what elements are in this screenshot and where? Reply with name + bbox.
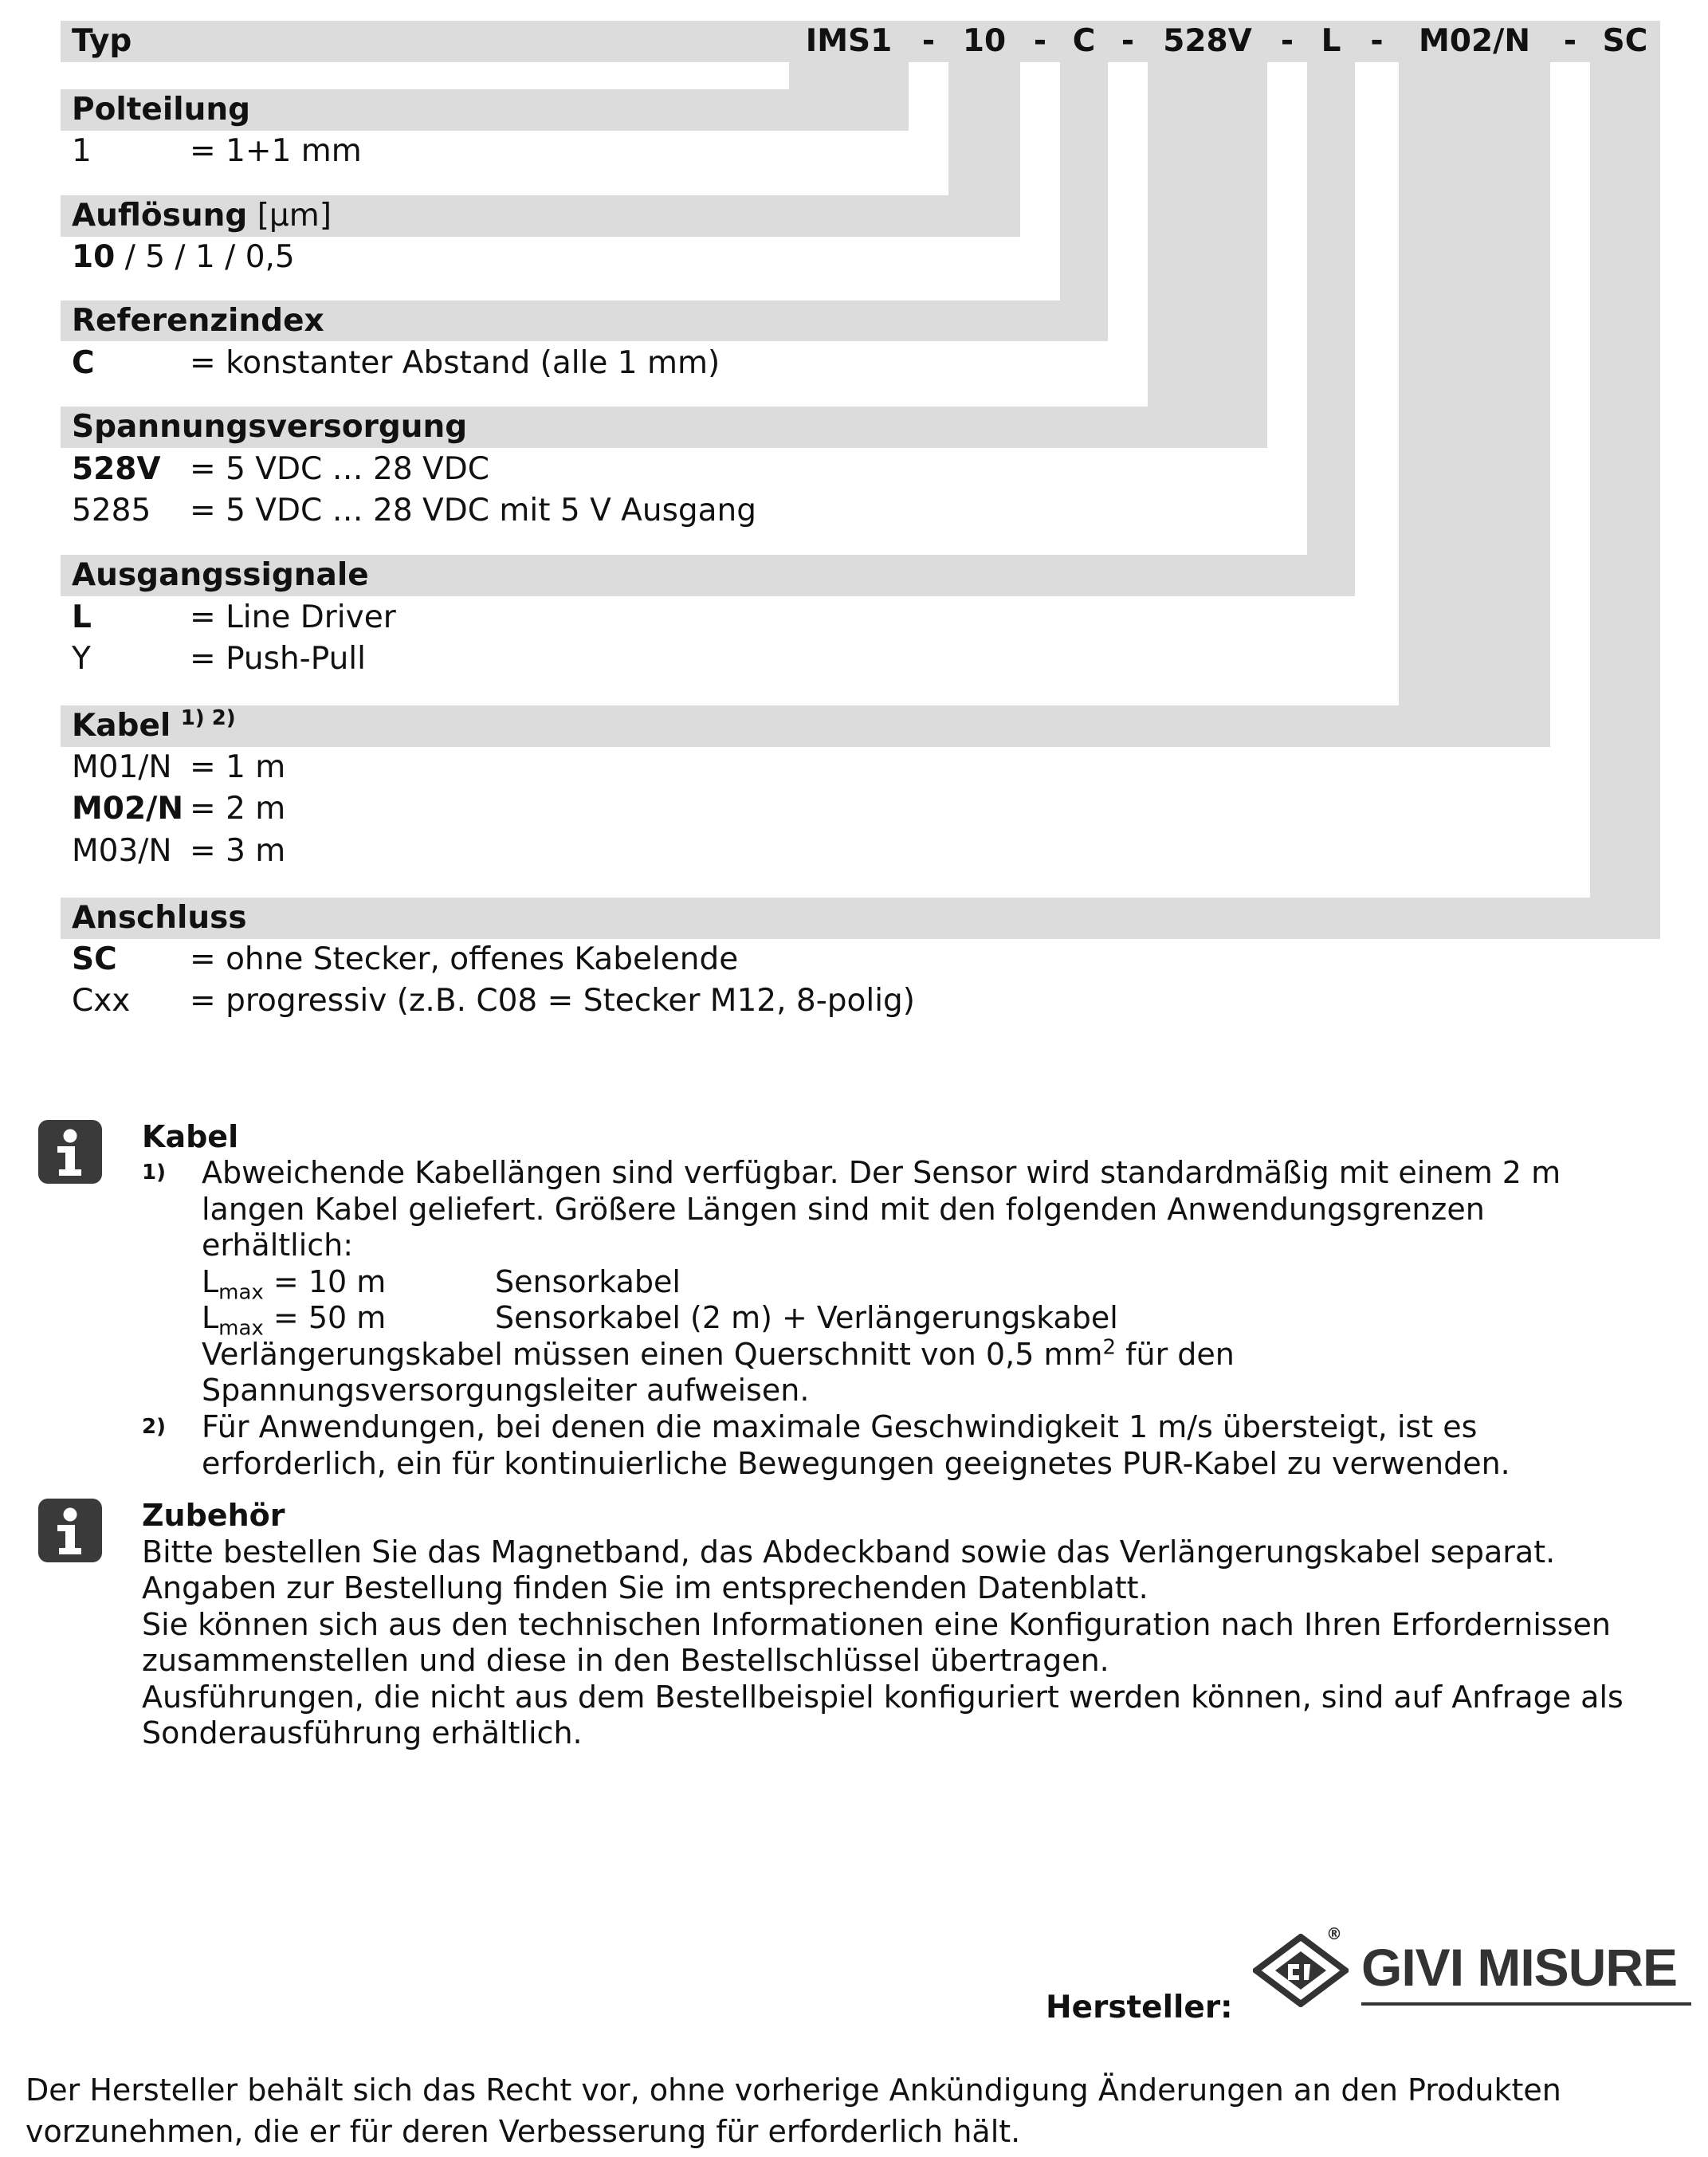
note-line: zusammenstellen und diese in den Bestellschlüssel übertragen. — [142, 1643, 1109, 1678]
code-segment-output: L — [1321, 23, 1341, 59]
note-line: Ausführungen, die nicht aus dem Bestellbeispiel konfiguriert werden können, sind auf Anfrage als — [142, 1679, 1624, 1715]
footnote-line: Spannungsversorgungsleiter aufweisen. — [202, 1373, 810, 1408]
option-code: M02/N — [72, 791, 183, 827]
section-title-aufloesung — [72, 195, 332, 237]
code-dash: - — [1280, 23, 1294, 59]
footer-line: Der Hersteller behält sich das Recht vor, ohne vorherige Ankündigung Änderungen an den Produkten — [26, 2073, 1561, 2108]
lmax-desc: Sensorkabel — [495, 1263, 681, 1299]
option-desc: = 3 m — [190, 833, 286, 869]
lmax-value: = 50 m — [263, 1300, 387, 1335]
superscript: 2 — [1102, 1334, 1117, 1359]
option-code: M03/N — [72, 833, 172, 869]
lmax-desc: Sensorkabel (2 m) + Verlängerungskabel — [495, 1300, 1118, 1335]
section-unit: [µm] — [257, 198, 332, 234]
section-title-spannung: Spannungsversorgung — [72, 409, 468, 445]
footnote-2 — [202, 1409, 1652, 1482]
connector-referenz — [1060, 62, 1108, 341]
note-line: Sonderausführung erhältlich. — [142, 1715, 583, 1750]
section-title-text: Kabel — [72, 708, 171, 744]
footnote-mark: 1) — [142, 1161, 166, 1185]
note-kabel — [142, 1119, 1656, 1156]
code-segment-voltage: 528V — [1163, 23, 1252, 59]
lmax-row — [202, 1300, 1652, 1341]
givi-misure-logo — [1253, 1924, 1693, 2014]
option-code: 528V — [72, 451, 161, 487]
code-segment-ims1: IMS1 — [805, 23, 893, 59]
code-segment-reference: C — [1072, 23, 1096, 59]
resolution-options — [72, 237, 295, 278]
footnote-line: langen Kabel geliefert. Größere Längen sind mit den folgenden Anwendungsgrenzen — [202, 1191, 1485, 1227]
resolution-default: 10 — [72, 239, 116, 275]
note-title: Zubehör — [142, 1498, 285, 1533]
section-title-ausgang: Ausgangssignale — [72, 557, 369, 593]
code-dash: - — [1033, 23, 1047, 59]
lmax-subscript: max — [218, 1316, 264, 1341]
footer-line: vorzunehmen, die er für deren Verbesserung für erforderlich hält. — [26, 2114, 1021, 2149]
note-line: Bitte bestellen Sie das Magnetband, das Abdeckband sowie das Verlängerungskabel separat. — [142, 1534, 1556, 1570]
logo-text: GIVI MISURE — [1361, 1938, 1678, 1997]
section-title-polteilung: Polteilung — [72, 92, 251, 128]
option-desc: = progressiv (z.B. C08 = Stecker M12, 8-polig) — [190, 983, 916, 1019]
code-dash: - — [1121, 23, 1135, 59]
lmax-symbol: L — [202, 1300, 219, 1335]
footnote-mark: 2) — [142, 1415, 166, 1439]
connector-spannung — [1148, 62, 1267, 448]
footnote-1 — [202, 1155, 1652, 1409]
footnote-line: erforderlich, ein für kontinuierliche Bewegungen geeignetes PUR-Kabel zu verwenden. — [202, 1445, 1510, 1481]
option-desc: = Line Driver — [190, 599, 396, 635]
manufacturer-label: Hersteller: — [1046, 1990, 1233, 2025]
option-desc: = 1 m — [190, 749, 286, 785]
section-title-kabel — [72, 705, 236, 747]
option-code: 5285 — [72, 493, 151, 528]
section-title-anschluss: Anschluss — [72, 900, 247, 936]
info-icon — [38, 1499, 102, 1562]
footnote-line: erhältlich: — [202, 1228, 354, 1263]
option-code: L — [72, 599, 92, 635]
footnote-1-mark — [142, 1155, 166, 1192]
note-title: Kabel — [142, 1119, 239, 1154]
note-line: Sie können sich aus den technischen Informationen eine Konfiguration nach Ihren Erfordernissen — [142, 1606, 1611, 1642]
footnote-line: Abweichende Kabellängen sind verfügbar. Der Sensor wird standardmäßig mit einem 2 m — [202, 1155, 1561, 1190]
footnote-refs: 1) 2) — [180, 706, 236, 730]
option-code: SC — [72, 941, 117, 977]
lmax-symbol: L — [202, 1263, 219, 1299]
section-title-referenzindex: Referenzindex — [72, 303, 324, 339]
code-segment-connector: SC — [1602, 23, 1648, 59]
option-desc: = 1+1 mm — [190, 133, 362, 169]
logo-diamond-icon — [1253, 1934, 1349, 2007]
connector-ausgang — [1307, 62, 1355, 596]
connector-anschluss — [1590, 62, 1660, 939]
typ-label: Typ — [72, 23, 132, 59]
band-kabel — [61, 705, 1550, 747]
lmax-row — [202, 1263, 1652, 1305]
note-line: Angaben zur Bestellung finden Sie im entsprechenden Datenblatt. — [142, 1570, 1148, 1605]
option-code: 1 — [72, 133, 92, 169]
footnote-text: für den — [1116, 1336, 1235, 1372]
code-dash: - — [1563, 23, 1577, 59]
section-title-text: Auflösung — [72, 198, 248, 234]
code-segment-resolution: 10 — [962, 23, 1007, 59]
code-segment-cable: M02/N — [1419, 23, 1530, 59]
option-desc: = 5 VDC … 28 VDC — [190, 451, 489, 487]
option-code: M01/N — [72, 749, 172, 785]
option-desc: = 5 VDC … 28 VDC mit 5 V Ausgang — [190, 493, 757, 528]
option-code: Y — [72, 641, 91, 677]
footnote-text: Verlängerungskabel müssen einen Querschnitt von 0,5 mm — [202, 1336, 1103, 1372]
lmax-subscript: max — [218, 1280, 264, 1305]
option-desc: = 2 m — [190, 791, 286, 827]
note-zubehoer — [142, 1498, 1688, 1752]
logo-underline — [1361, 2002, 1691, 2006]
option-code: Cxx — [72, 983, 131, 1019]
option-desc: = ohne Stecker, offenes Kabelende — [190, 941, 739, 977]
footer-disclaimer — [26, 2069, 1691, 2152]
code-dash: - — [921, 23, 936, 59]
logo-registered-mark: ® — [1326, 1924, 1342, 1943]
code-dash: - — [1370, 23, 1384, 59]
band-anschluss — [61, 898, 1660, 939]
footnote-line: Für Anwendungen, bei denen die maximale Geschwindigkeit 1 m/s übersteigt, ist es — [202, 1409, 1478, 1444]
lmax-value: = 10 m — [263, 1263, 387, 1299]
option-desc: = konstanter Abstand (alle 1 mm) — [190, 345, 721, 381]
connector-kabel — [1399, 62, 1550, 747]
footnote-line — [202, 1334, 1652, 1373]
info-icon — [38, 1120, 102, 1184]
footnote-2-mark — [142, 1409, 166, 1446]
option-code: C — [72, 345, 95, 381]
resolution-rest: / 5 / 1 / 0,5 — [124, 239, 295, 275]
option-desc: = Push-Pull — [190, 641, 366, 677]
